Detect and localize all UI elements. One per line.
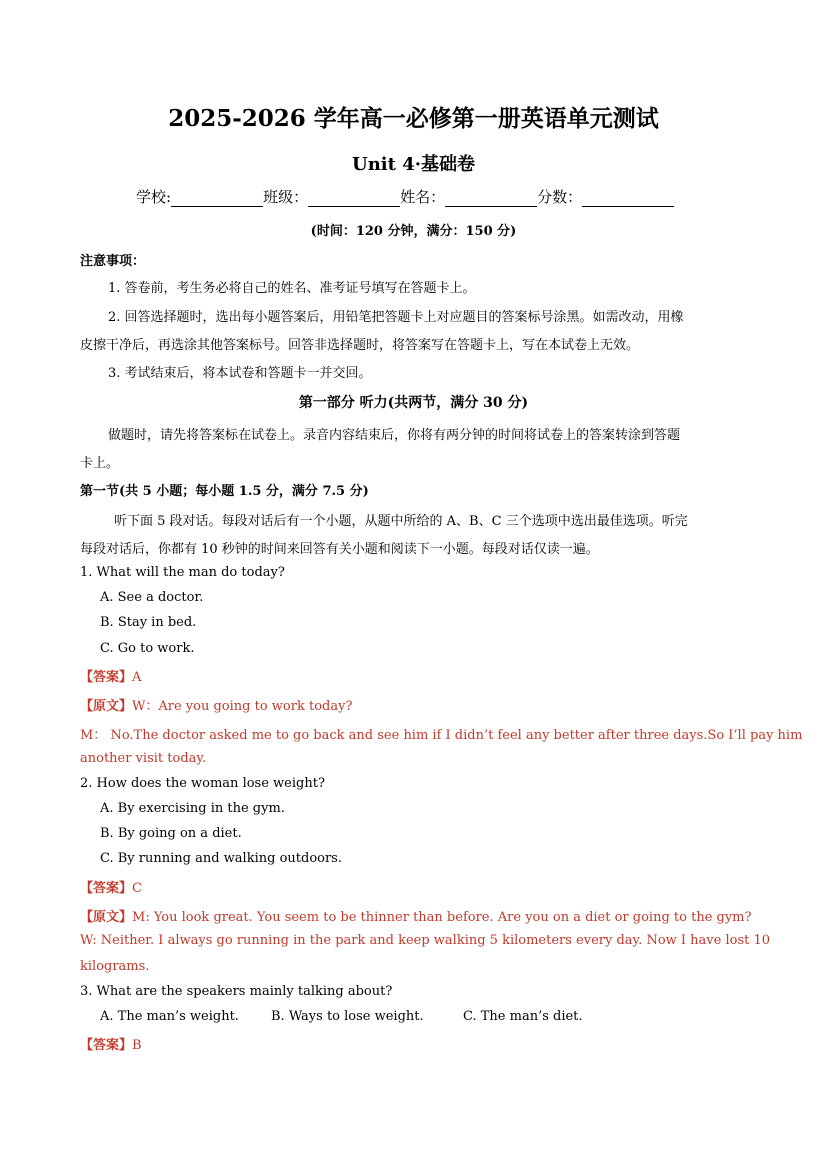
class-blank[interactable] <box>308 189 400 207</box>
question-3-answer <box>80 1034 142 1053</box>
notes-heading: 注意事项： <box>80 254 146 269</box>
answer-label: 【答案】 <box>80 881 133 896</box>
transcript-label: 【原文】 <box>80 699 133 714</box>
school-blank[interactable] <box>171 189 263 207</box>
note-item-2-line-1: 2. 回答选择题时，选出每小题答案后，用铅笔把答题卡上对应题目的答案标号涂黑。如需改动，用橡 <box>108 310 684 325</box>
school-label: 学校: <box>136 188 172 206</box>
transcript-line: W：Are you going to work today? <box>132 699 353 714</box>
question-2-option-a: A. By exercising in the gym. <box>100 801 285 816</box>
answer-value: A <box>132 670 142 685</box>
question-1-stem: 1. What will the man do today? <box>80 565 285 580</box>
note-item-2-line-2: 皮擦干净后，再选涂其他答案标号。回答非选择题时，将答案写在答题卡上，写在本试卷上无效。 <box>80 338 640 353</box>
question-2-answer <box>80 877 142 896</box>
exam-title: 2025-2026 学年高一必修第一册英语单元测试 <box>168 105 659 132</box>
question-3-option-c: C. The man’s diet. <box>463 1009 583 1024</box>
name-label: 姓名： <box>400 188 446 206</box>
question-3-stem: 3. What are the speakers mainly talking about? <box>80 984 393 999</box>
score-label: 分数： <box>537 188 583 206</box>
answer-value: B <box>132 1038 142 1053</box>
name-blank[interactable] <box>445 189 537 207</box>
question-1-transcript <box>80 695 352 714</box>
answer-value: C <box>132 881 142 896</box>
question-3-option-b: B. Ways to lose weight. <box>271 1009 424 1024</box>
score-blank[interactable] <box>582 189 674 207</box>
question-1-transcript-line-3: another visit today. <box>80 751 207 766</box>
question-1-option-a: A. See a doctor. <box>100 590 204 605</box>
question-2-option-b: B. By going on a diet. <box>100 826 242 841</box>
question-2-option-c: C. By running and walking outdoors. <box>100 851 342 866</box>
part1-intro-line-1: 做题时，请先将答案标在试卷上。录音内容结束后，你将有两分钟的时间将试卷上的答案转涂到答题 <box>108 428 681 443</box>
question-1-answer <box>80 666 141 685</box>
student-info-line <box>136 186 674 207</box>
answer-label: 【答案】 <box>80 670 133 685</box>
transcript-line: M: You look great. You seem to be thinner than before. Are you on a diet or going to the gym? <box>132 910 752 925</box>
transcript-label: 【原文】 <box>80 910 133 925</box>
question-1-transcript-line-2: M： No.The doctor asked me to go back and see him if I didn’t feel any better after three days.So I’ll pay him <box>80 728 803 743</box>
question-1-option-b: B. Stay in bed. <box>100 615 197 630</box>
class-label: 班级： <box>263 188 309 206</box>
answer-label: 【答案】 <box>80 1038 133 1053</box>
question-2-transcript <box>80 906 751 925</box>
time-info: (时间：120 分钟，满分：150 分) <box>310 224 517 239</box>
exam-subtitle: Unit 4·基础卷 <box>352 154 475 175</box>
note-item-1: 1. 答卷前，考生务必将自己的姓名、准考证号填写在答题卡上。 <box>108 281 476 296</box>
section1-intro-line-1: 听下面 5 段对话。每段对话后有一个小题，从题中所给的 A、B、C 三个选项中选出最佳选项。听完 <box>114 514 688 529</box>
section1-intro-line-2: 每段对话后，你都有 10 秒钟的时间来回答有关小题和阅读下一小题。每段对话仅读一遍。 <box>80 542 599 557</box>
question-3-option-a: A. The man’s weight. <box>100 1009 239 1024</box>
question-2-transcript-line-2: W: Neither. I always go running in the park and keep walking 5 kilometers every day. Now I have lost 10 <box>80 933 771 948</box>
question-2-stem: 2. How does the woman lose weight? <box>80 776 325 791</box>
question-1-option-c: C. Go to work. <box>100 641 195 656</box>
part1-heading: 第一部分 听力(共两节，满分 30 分) <box>298 395 529 411</box>
section1-heading: 第一节(共 5 小题；每小题 1.5 分，满分 7.5 分) <box>80 484 369 499</box>
question-2-transcript-line-3: kilograms. <box>80 959 150 974</box>
part1-intro-line-2: 卡上。 <box>80 456 120 471</box>
note-item-3: 3. 考试结束后，将本试卷和答题卡一并交回。 <box>108 366 372 381</box>
